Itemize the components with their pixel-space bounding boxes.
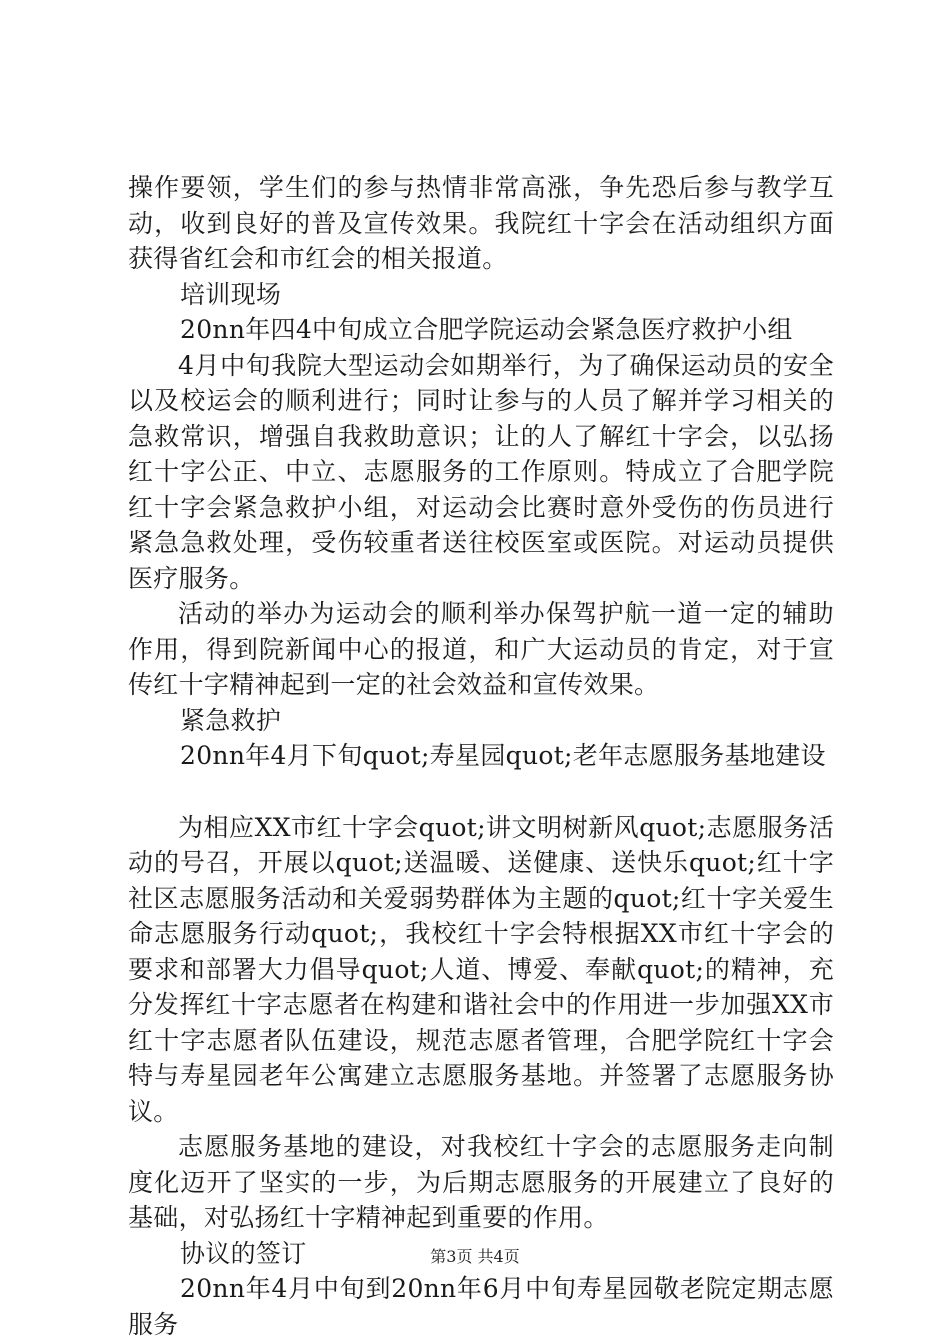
section-heading: 20nn年4月中旬到20nn年6月中旬寿星园敬老院定期志愿服务 bbox=[128, 1274, 834, 1339]
section-heading: 20nn年四4中旬成立合肥学院运动会紧急医疗救护小组 bbox=[180, 315, 793, 344]
paragraph: 活动的举办为运动会的顺利举办保驾护航一道一定的辅助作用，得到院新闻中心的报道，和广大运动员的肯定，对于宣传红十字精神起到一定的社会效益和宣传效果。 bbox=[128, 599, 834, 699]
section-heading: 20nn年4月下旬quot;寿星园quot;老年志愿服务基地建设 bbox=[180, 741, 826, 770]
blank-line bbox=[128, 774, 834, 810]
page-number-footer: 第3页 共4页 bbox=[430, 1247, 520, 1266]
paragraph-continued: 操作要领，学生们的参与热情非常高涨，争先恐后参与教学互动，收到良好的普及宣传效果。我院红十字会在活动组织方面获得省红会和市红会的相关报道。 bbox=[128, 173, 834, 273]
paragraph: 4月中旬我院大型运动会如期举行，为了确保运动员的安全以及校运会的顺利进行；同时让参与的人员了解并学习相关的急救常识，增强自我救助意识；让的人了解红十字会，以弘扬红十字公正、中立、志愿服务的工作原则。特成立了合肥学院红十字会紧急救护小组，对运动会比赛时意外受伤的伤员进行紧急急救处理，受伤较重者送往校医室或医院。对运动员提供医疗服务。 bbox=[128, 350, 834, 593]
paragraph: 志愿服务基地的建设，对我校红十字会的志愿服务走向制度化迈开了坚实的一步，为后期志愿服务的开展建立了良好的基础，对弘扬红十字精神起到重要的作用。 bbox=[128, 1132, 834, 1232]
image-caption: 协议的签订 bbox=[180, 1238, 307, 1268]
image-caption: 培训现场 bbox=[180, 279, 282, 309]
paragraph: 为相应XX市红十字会quot;讲文明树新风quot;志愿服务活动的号召，开展以quot;送温暖、送健康、送快乐quot;红十字社区志愿服务活动和关爱弱势群体为主题的quot;红十字关爱生命志愿服务行动quot;，我校红十字会特根据XX市红十字会的要求和部署大力倡导quot;人道、博爱、奉献quot;的精神，充分发挥红十字志愿者在构建和谐社会中的作用进一步加强XX市红十字志愿者队伍建设，规范志愿者管理，合肥学院红十字会特与寿星园老年公寓建立志愿服务基地。并签署了志愿服务协议。 bbox=[128, 812, 834, 1126]
image-caption: 紧急救护 bbox=[180, 705, 282, 735]
document-body bbox=[128, 170, 834, 1342]
